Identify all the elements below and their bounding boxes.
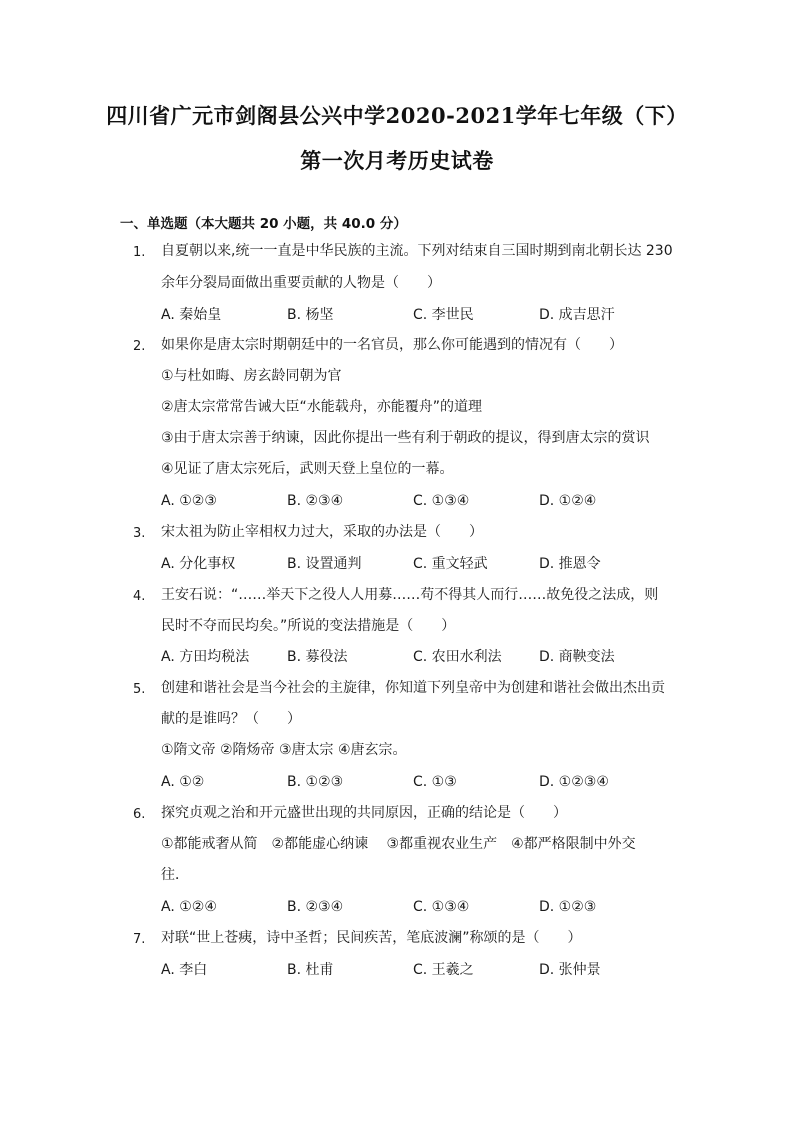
question-number: 5. (133, 682, 146, 697)
option-c: C. 李世民 (413, 307, 474, 323)
question-text-line: 往． (161, 867, 189, 883)
question-text-line: ①都能戒奢从简 ②都能虚心纳谏 ③都重视农业生产 ④都严格限制中外交 (161, 836, 636, 852)
option-a: A. 分化事权 (161, 556, 236, 572)
question-number: 4. (133, 589, 146, 604)
option-b: B. 杨坚 (287, 307, 334, 323)
option-b: B. ②③④ (287, 899, 344, 915)
question-text-line: 自夏朝以来,统一一直是中华民族的主流。下列对结束自三国时期到南北朝长达 230 (161, 243, 673, 259)
option-a: A. 方田均税法 (161, 649, 250, 665)
option-c: C. ①③④ (413, 899, 470, 915)
exam-title-line-2: 第一次月考历史试卷 (300, 148, 494, 173)
option-a: A. 李白 (161, 962, 208, 978)
exam-title-line-1: 四川省广元市剑阁县公兴中学2020-2021学年七年级（下） (106, 103, 688, 128)
option-d: D. ①②④ (539, 493, 597, 509)
question-text-line: 王安石说：“……举天下之役人人用募……苟不得其人而行……故免役之法成，则 (161, 587, 659, 603)
question-text-line: ②唐太宗常常告诫大臣“水能载舟，亦能覆舟”的道理 (161, 399, 483, 415)
question-text-line: ④见证了唐太宗死后，武则天登上皇位的一幕。 (161, 461, 454, 477)
option-d: D. 成吉思汗 (539, 307, 615, 323)
option-d: D. ①②③ (539, 899, 597, 915)
option-b: B. ②③④ (287, 493, 344, 509)
option-b: B. ①②③ (287, 774, 344, 790)
question-text-line: 献的是谁吗？（ ） (161, 711, 301, 727)
option-d: D. ①②③④ (539, 774, 609, 790)
option-b: B. 设置通判 (287, 556, 362, 572)
question-text-line: 民时不夺而民均矣。”所说的变法措施是（ ） (161, 618, 456, 634)
question-text-line: 创建和谐社会是当今社会的主旋律，你知道下列皇帝中为创建和谐社会做出杰出贡 (161, 680, 665, 696)
option-c: C. ①③ (413, 774, 457, 790)
question-text-line: ①隋文帝 ②隋炀帝 ③唐太宗 ④唐玄宗。 (161, 742, 407, 758)
question-text-line: ③由于唐太宗善于纳谏，因此你提出一些有利于朝政的提议，得到唐太宗的赏识 (161, 430, 650, 446)
question-text-line: 探究贞观之治和开元盛世出现的共同原因，正确的结论是（ ） (161, 805, 567, 821)
question-number: 2. (133, 339, 146, 354)
option-a: A. ①② (161, 774, 205, 790)
question-text-line: ①与杜如晦、房玄龄同朝为官 (161, 368, 342, 384)
option-b: B. 募役法 (287, 649, 348, 665)
question-text-line: 余年分裂局面做出重要贡献的人物是（ ） (161, 275, 441, 291)
option-d: D. 商鞅变法 (539, 649, 615, 665)
option-c: C. 重文轻武 (413, 556, 488, 572)
question-number: 7. (133, 932, 146, 947)
question-text-line: 宋太祖为防止宰相权力过大，采取的办法是（ ） (161, 524, 483, 540)
option-c: C. 农田水利法 (413, 649, 502, 665)
option-a: A. ①②④ (161, 899, 217, 915)
option-a: A. 秦始皇 (161, 307, 222, 323)
question-number: 3. (133, 526, 146, 541)
option-b: B. 杜甫 (287, 962, 334, 978)
section-header: 一、单选题（本大题共 20 小题，共 40.0 分） (120, 216, 407, 232)
question-text-line: 对联“世上苍痍，诗中圣哲；民间疾苦，笔底波澜”称颂的是（ ） (161, 930, 582, 946)
question-text-line: 如果你是唐太宗时期朝廷中的一名官员，那么你可能遇到的情况有（ ） (161, 337, 623, 353)
option-a: A. ①②③ (161, 493, 217, 509)
option-c: C. ①③④ (413, 493, 470, 509)
question-number: 1. (133, 245, 146, 260)
question-number: 6. (133, 807, 146, 822)
option-d: D. 推恩令 (539, 556, 601, 572)
option-c: C. 王羲之 (413, 962, 474, 978)
option-d: D. 张仲景 (539, 962, 601, 978)
